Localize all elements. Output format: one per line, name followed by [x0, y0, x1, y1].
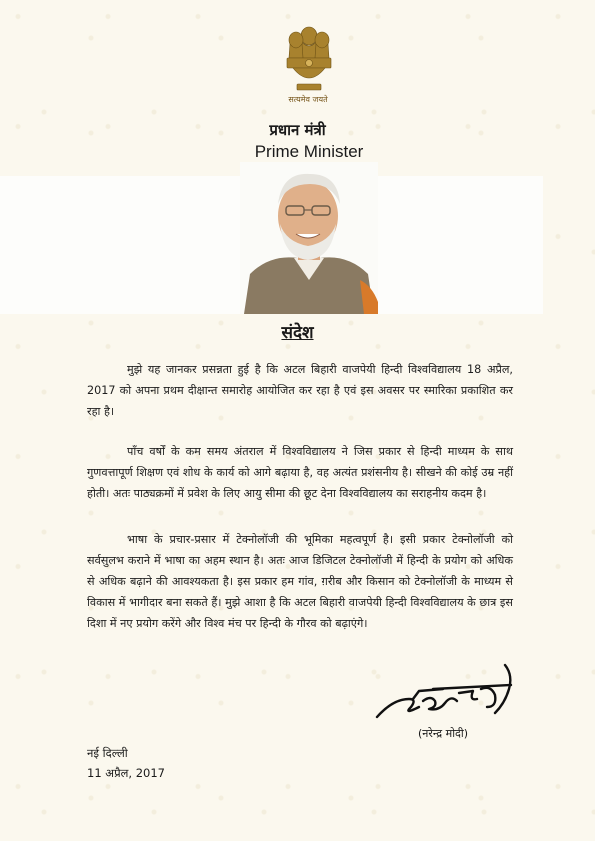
- photo-backdrop-right: [378, 176, 543, 314]
- photo-backdrop-left: [0, 176, 240, 314]
- message-paragraph: मुझे यह जानकर प्रसन्नता हुई है कि अटल बिहारी वाजपेयी हिन्दी विश्वविद्यालय 18 अप्रैल, 2017 को अपना प्रथम दीक्षान्त समारोह आयोजित कर रहा है एवं इस अवसर पर स्मारिका प्रकाशित कर रहा है।: [87, 363, 513, 419]
- message-heading: संदेश: [281, 323, 314, 343]
- message-paragraph: भाषा के प्रचार-प्रसार में टेक्नोलॉजी की भूमिका महत्वपूर्ण है। इसी प्रकार टेक्नोलॉजी को सर्वसुलभ कराने में भाषा का अहम स्थान है। अतः आज डिजिटल टेक्नोलॉजी में हिन्दी के प्रयोग को अधिक से अधिक बढ़ाने की आवश्यकता है। इस प्रकार हम गांव, ग़रीब और किसान को टेक्नोलॉजी के माध्यम से विकास में भागीदार बना सकते हैं। मुझे आशा है कि अटल बिहारी वाजपेयी हिन्दी विश्वविद्यालय के छात्र इस दिशा में नए प्रयोग करेंगे और विश्व मंच पर हिन्दी के गौरव को बढ़ाएंगे।: [87, 533, 513, 631]
- handwritten-signature: [373, 655, 533, 725]
- signatory-name: (नरेन्द्र मोदी): [418, 727, 469, 740]
- message-paragraph: पाँच वर्षों के कम समय अंतराल में विश्वविद्यालय ने जिस प्रकार से हिन्दी माध्यम के साथ गुणवत्तापूर्ण शिक्षण एवं शोध के कार्य को आगे बढ़ाया है, वह अत्यंत प्रशंसनीय है। सीखने की कोई उम्र नहीं होती। अतः पाठ्यक्रमों में प्रवेश के लिए आयु सीमा की छूट देना विश्वविद्यालय का सराहनीय कदम है।: [87, 445, 513, 501]
- emblem-motto: सत्यमेव जयते: [288, 95, 328, 104]
- date: 11 अप्रैल, 2017: [87, 766, 165, 780]
- portrait-photo: [240, 162, 378, 314]
- national-emblem-icon: [283, 22, 335, 104]
- place: नई दिल्ली: [87, 746, 128, 760]
- designation-hindi: प्रधान मंत्री: [269, 121, 326, 139]
- designation-english: Prime Minister: [254, 142, 364, 161]
